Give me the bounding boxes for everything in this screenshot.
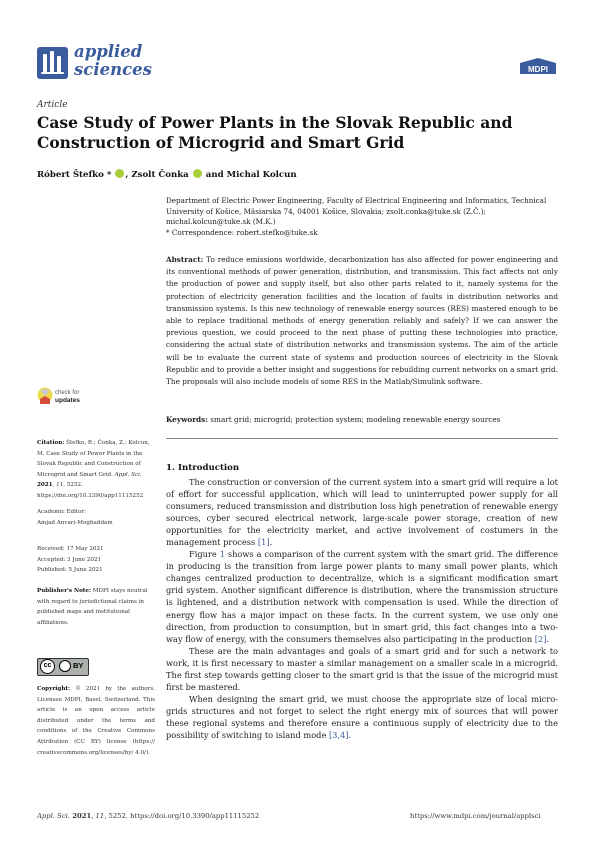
figure-link[interactable]: 1 — [219, 549, 225, 560]
author-list — [37, 169, 297, 180]
paragraph: Figure 1 shows a comparison of the current system with the smart grid. The difference in producing is the transition from large power plants to many small power plants, which changes centralized production to decentralize, which is a significant modification smart grid system. Another significant difference is distribution, where the transmission structure is lightened, and a distribution network with compensation is used. While the direction of energy flow has a major impact on these facts. In the current system, we use only one direction, from production to consumption, but in smart grid, this fact changes into a two-way flow of energy, with the consumers themselves also participating in the production [2]. — [166, 549, 559, 644]
academic-editor: Academic Editor: Amjad Anvari-Moghaddam — [37, 509, 113, 526]
accepted-date: Accepted: 3 June 2021 — [37, 556, 102, 563]
reference-link[interactable]: [3,4] — [328, 729, 349, 740]
journal-name[interactable]: applied sciences — [74, 42, 152, 79]
paragraph: These are the main advantages and goals of a smart grid and for such a network to work, it is first necessary to master a similar management on a smaller scale in a microgrid. The first step towards getting closer to the smart grid is that the issue of the microgrid must first be mastered. — [166, 645, 558, 692]
publisher-label: MDPI — [528, 65, 548, 74]
footer-journal-url[interactable]: https://www.mdpi.com/journal/applsci — [410, 812, 541, 820]
abstract-label: Abstract: — [166, 255, 204, 264]
reference-link[interactable]: [1] — [257, 537, 270, 548]
abstract-text: To reduce emissions worldwide, decarbonization has also affected for power engineering and its conventional methods of power generation, distribution, and transmission. This fact affects not only the production of power and supply itself, but also other parts related to it, namely systems for the protection of electricity generation facilities and the location of faults in distribution networks and transmission systems. Is this new technology of renewable energy sources (RES) mastered enough to be able to replace traditional methods of energy generation reliably and safely? If we can answer the previous question, we could proceed to the next phase of putting these technologies into practice, considering the actual state of distribution networks and transmission systems. The aim of the article will be to evaluate the current state of systems and production sources of electricity in the Slovak Republic and to provide a better insight and suggestions for rebuilding current networks on a smart grid. The proposals will also include models of some RES in the Matlab/Simulink software. — [166, 255, 558, 387]
abstract — [166, 254, 558, 388]
cc-license-icon[interactable]: cc BY — [37, 658, 89, 676]
orcid-icon[interactable] — [115, 169, 124, 178]
footer-doi[interactable]: , 5252. https://doi.org/10.3390/app11115252 — [104, 812, 260, 820]
publisher-note: Publisher's Note: MDPI stays neutral with regard to jurisdictional claims in published maps and institutional affiliations. — [37, 588, 148, 626]
dates — [37, 544, 155, 576]
body-text — [166, 476, 558, 741]
affiliations — [166, 196, 558, 238]
footer-citation: Appl. Sci. 2021, 11, 5252. https://doi.org/10.3390/app11115252 — [37, 812, 260, 820]
keywords-text: smart grid; microgrid; protection system; modeling renewable energy sources — [207, 415, 501, 424]
keywords-label: Keywords: — [166, 415, 208, 424]
divider — [166, 438, 558, 439]
journal-logo-icon — [37, 47, 68, 79]
correspondence: * Correspondence: robert.stefko@tuke.sk — [166, 227, 318, 237]
keywords — [166, 414, 558, 426]
affiliation-text: Department of Electric Power Engineering, Faculty of Electrical Engineering and Informatics, Technical University of Košice, Mäsiarska 74, 04001 Košice, Slovakia; zsolt.conka@tuke.sk (Z.Č.); michal.kolcun@tuke.sk (M.K.) — [166, 196, 547, 226]
paragraph: The construction or conversion of the current system into a smart grid will require a lot of effort for successful application, which will lead to uninterrupted power supply for all consumers, reduced transmission and distribution loss high penetration of renewable energy sources, cyber secured electrical network, large-scale power storage, creation of new opportunities for the electricity market, and active involvement of costumers in the management process [1]. — [166, 477, 558, 548]
mdpi-logo-icon[interactable] — [519, 58, 557, 75]
copyright: Copyright: © 2021 by the authors. Licensee MDPI, Basel, Switzerland. This article is an open access article distributed under the terms and conditions of the Creative Commons Attribution (CC BY) license (https:// creativecommons.org/licenses/by/ 4.0/). — [37, 686, 155, 756]
reference-link[interactable]: [2] — [534, 633, 547, 644]
article-type: Article — [37, 100, 68, 110]
author-name[interactable]: , Zsolt Čonka — [125, 170, 189, 180]
orcid-icon[interactable] — [193, 169, 202, 178]
check-for-updates-label[interactable]: check for updates — [55, 390, 80, 404]
check-for-updates-icon[interactable] — [37, 387, 53, 405]
published-date: Published: 5 June 2021 — [37, 567, 103, 574]
paragraph: When designing the smart grid, we must choose the appropriate size of local micro-grids structures and not forget to select the right energy mix of sources that will power these regional systems and therefore ensure a continuous supply of electricity due to the possibility of switching to island mode [3,4]. — [166, 693, 558, 740]
received-date: Received: 17 May 2021 — [37, 546, 104, 552]
page-title: Case Study of Power Plants in the Slovak Republic and Construction of Microgrid and Smart Grid — [37, 113, 513, 152]
citation-doi[interactable]: , 5252. https://doi.org/10.3390/app11115252 — [37, 482, 144, 499]
citation: Citation: Štefko, R.; Čonka, Z.; Kolcun, M. Case Study of Power Plants in the Slovak Republic and Construction of Microgrid and Smart Grid. Appl. Sci. 2021, 11, 5252. https://doi.org/10.3390/app11115252 — [37, 440, 150, 499]
section-heading: 1. Introduction — [166, 463, 240, 473]
author-name[interactable]: Róbert Štefko * — [37, 170, 112, 180]
author-name[interactable]: and Michal Kolcun — [202, 170, 297, 180]
